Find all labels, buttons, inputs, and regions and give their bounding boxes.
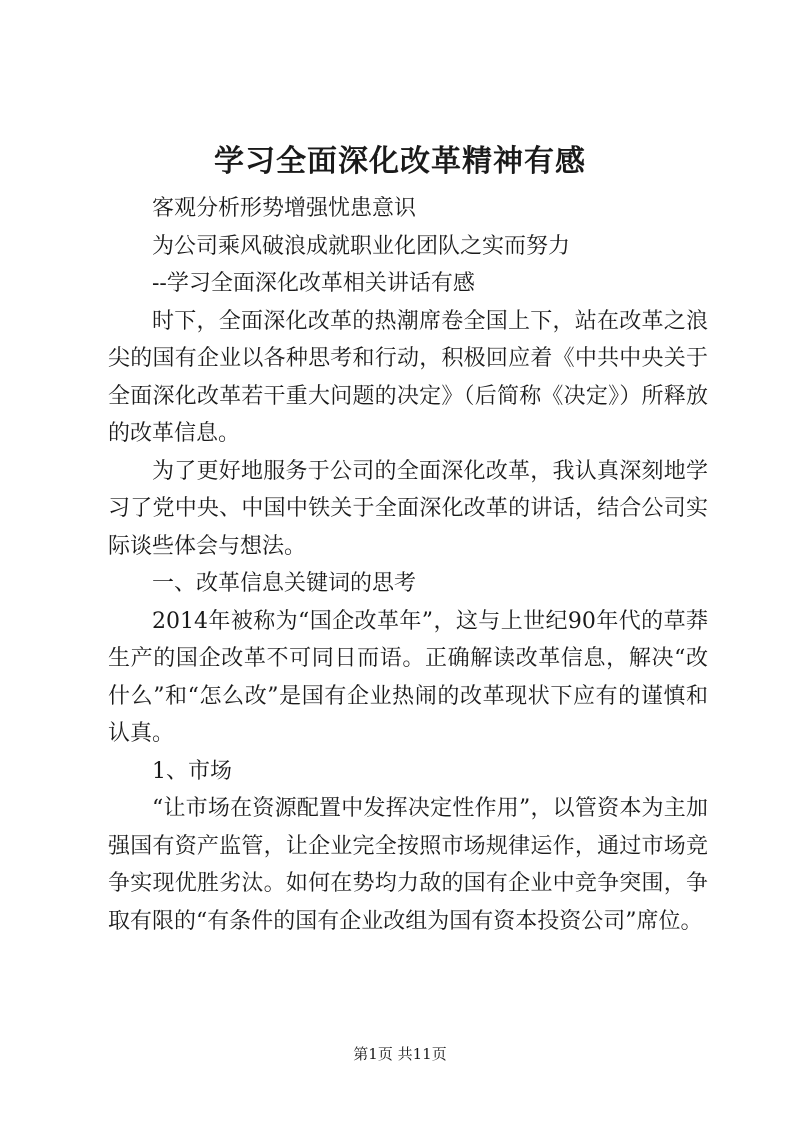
body-paragraph: 为了更好地服务于公司的全面深化改革，我认真深刻地学习了党中央、中国中铁关于全面深化改革的讲话，结合公司实际谈些体会与想法。 (108, 458, 708, 559)
subtitle-paragraph: 为公司乘风破浪成就职业化团队之实而努力 (152, 233, 571, 259)
subsection-heading: 1、市场 (152, 758, 232, 784)
document-body (108, 190, 708, 940)
body-paragraph: “让市场在资源配置中发挥决定性作用”，以管资本为主加强国有资产监管，让企业完全按照市场规律运作，通过市场竞争实现优胜劣汰。如何在势均力敌的国有企业中竞争突围，争取有限的“有条件的国有企业改组为国有资本投资公司”席位。 (108, 796, 708, 934)
document-title: 学习全面深化改革精神有感 (214, 144, 586, 179)
page-number-footer: 第1页 共11页 (353, 1045, 447, 1063)
section-heading: 一、改革信息关键词的思考 (152, 571, 417, 596)
subtitle-paragraph: --学习全面深化改革相关讲话有感 (152, 271, 475, 296)
subtitle-paragraph: 客观分析形势增强忧患意识 (152, 196, 417, 221)
body-paragraph: 时下，全面深化改革的热潮席卷全国上下，站在改革之浪尖的国有企业以各种思考和行动，积极回应着《中共中央关于全面深化改革若干重大问题的决定》（后简称《决定》）所释放的改革信息。 (108, 308, 708, 446)
body-paragraph: 2014年被称为“国企改革年”，这与上世纪90年代的草莽生产的国企改革不可同日而语。正确解读改革信息，解决“改什么”和“怎么改”是国有企业热闹的改革现状下应有的谨慎和认真。 (108, 608, 708, 746)
